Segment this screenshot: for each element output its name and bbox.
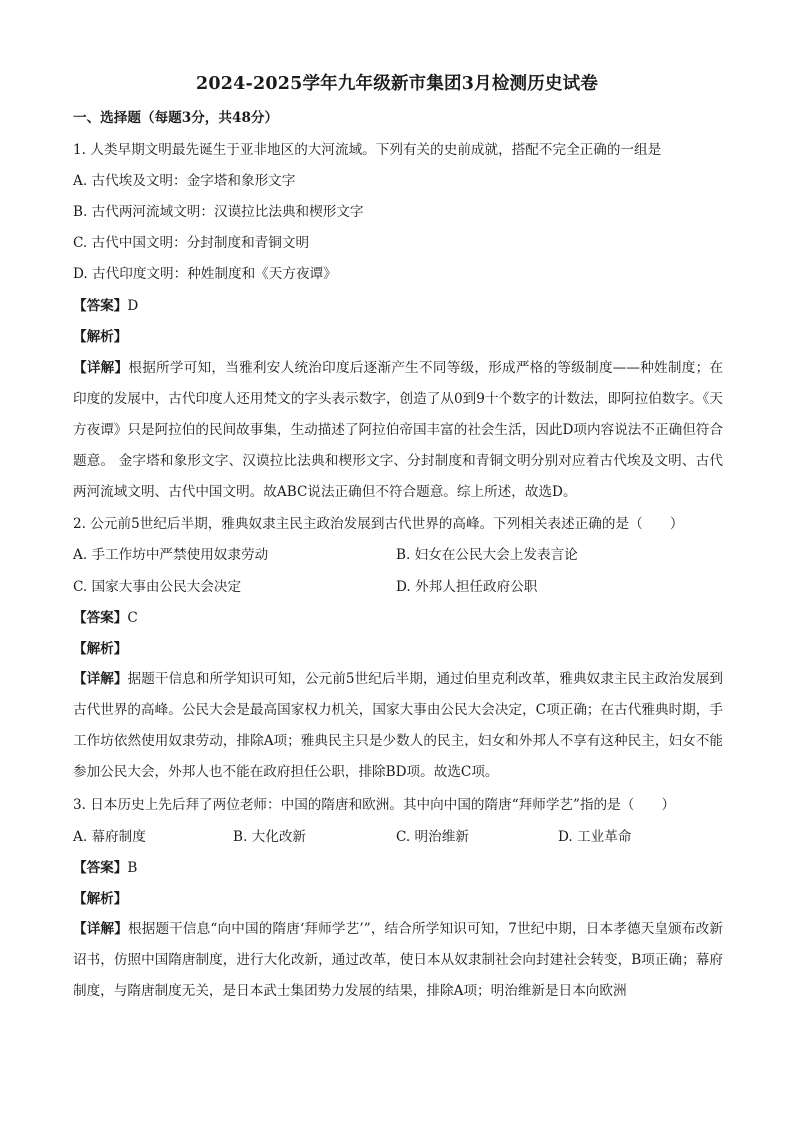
question-2-option-a: A. 手工作坊中严禁使用奴隶劳动 (73, 547, 269, 563)
question-3-option-a: A. 幕府制度 (73, 829, 146, 845)
answer-value: B (127, 860, 138, 876)
detail-text: 根据题干信息“向中国的隋唐‘拜师学艺’”，结合所学知识可知，7世纪中期，日本孝德天皇颁布改新诏书，仿照中国隋唐制度，进行大化改新，通过改革，使日本从奴隶制社会向封建社会转变，B项正确；幕府制度，与隋唐制度无关，是日本武士集团势力发展的结果，排除A项；明治维新是日本向欧洲 (73, 921, 724, 999)
question-2-option-d: D. 外邦人担任政府公职 (396, 579, 538, 595)
question-1-stem: 1. 人类早期文明最先诞生于亚非地区的大河流域。下列有关的史前成就，搭配不完全正确的一组是 (73, 142, 662, 158)
page-title: 2024-2025学年九年级新市集团3月检测历史试卷 (195, 74, 599, 94)
detail-label: 【详解】 (73, 360, 129, 376)
question-3-option-d: D. 工业革命 (558, 829, 632, 845)
detail-text: 根据所学可知，当雅利安人统治印度后逐渐产生不同等级，形成严格的等级制度——种姓制度；在印度的发展中，古代印度人还用梵文的字头表示数字，创造了从0到9十个数字的计数法，即阿拉伯数字。《天方夜谭》只是阿拉伯的民间故事集，生动描述了阿拉伯帝国丰富的社会生活，因此D项内容说法不正确但符合题意。 金字塔和象形文字、汉谟拉比法典和楔形文字、分封制度和青铜文明分别对应着古代埃及文明、古代两河流域文明、古代中国文明。故ABC说法正确但不符合题意。综上所述，故选D。 (73, 360, 724, 500)
question-2-option-c: C. 国家大事由公民大会决定 (73, 579, 242, 595)
answer-label: 【答案】 (73, 860, 128, 876)
detail-label: 【详解】 (73, 671, 128, 687)
answer-label: 【答案】 (73, 610, 128, 626)
detail-label: 【详解】 (73, 921, 128, 937)
question-2-stem: 2. 公元前5世纪后半期，雅典奴隶主民主政治发展到古代世界的高峰。下列相关表述正确的是（ ） (73, 516, 684, 532)
answer-value: C (127, 610, 138, 626)
question-3-detail (73, 914, 723, 1007)
question-1-analysis-label: 【解析】 (73, 329, 128, 345)
question-1-option-a: A. 古代埃及文明：金字塔和象形文字 (73, 173, 296, 189)
question-2-answer (73, 608, 138, 628)
question-2-option-b: B. 妇女在公民大会上发表言论 (396, 547, 578, 563)
question-3-option-b: B. 大化改新 (233, 829, 307, 845)
detail-text: 据题干信息和所学知识可知，公元前5世纪后半期，通过伯里克利改革，雅典奴隶主民主政治发展到古代世界的高峰。公民大会是最高国家权力机关，国家大事由公民大会决定，C项正确；在古代雅典时期，手工作坊依然使用奴隶劳动，排除A项；雅典民主只是少数人的民主，妇女和外邦人不享有这种民主，妇女不能参加公民大会，外邦人也不能在政府担任公职，排除BD项。故选C项。 (73, 671, 724, 780)
question-2-analysis-label: 【解析】 (73, 641, 128, 657)
question-3-answer (73, 858, 137, 878)
question-3-option-c: C. 明治维新 (396, 829, 469, 845)
question-3-stem: 3. 日本历史上先后拜了两位老师：中国的隋唐和欧洲。其中向中国的隋唐“拜师学艺”指的是（ ） (73, 797, 676, 813)
question-3-analysis-label: 【解析】 (73, 891, 128, 907)
question-2-detail (73, 664, 723, 788)
question-1-answer (73, 296, 138, 316)
answer-value: D (127, 298, 139, 314)
question-1-option-b: B. 古代两河流域文明：汉谟拉比法典和楔形文字 (73, 204, 364, 220)
answer-label: 【答案】 (73, 298, 128, 314)
question-1-option-c: C. 古代中国文明：分封制度和青铜文明 (73, 235, 310, 251)
question-1-option-d: D. 古代印度文明：种姓制度和《天方夜谭》 (73, 266, 337, 282)
section-heading: 一、选择题（每题3分，共48分） (73, 110, 279, 126)
question-1-detail (73, 353, 723, 508)
